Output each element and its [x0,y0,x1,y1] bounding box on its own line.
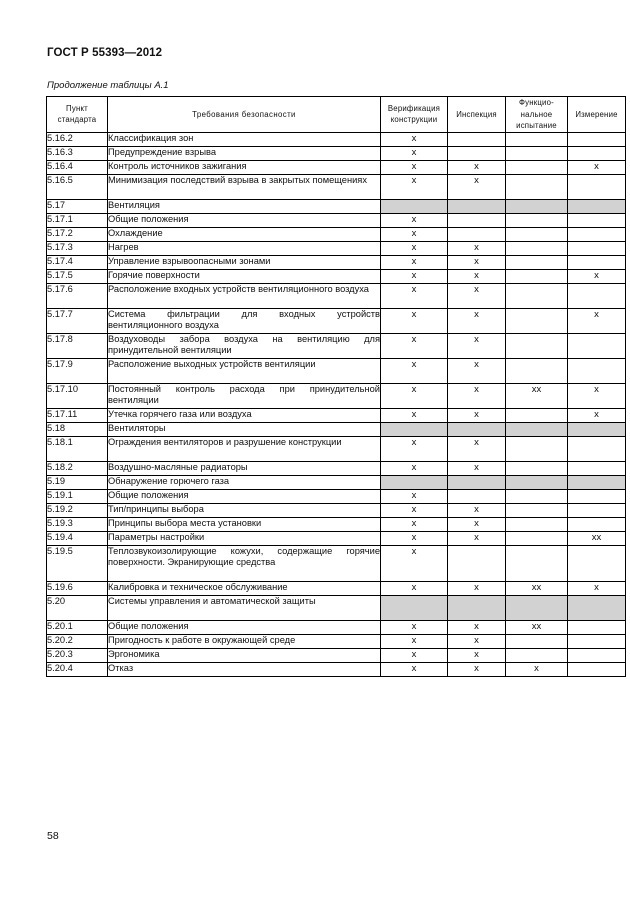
cell-functional-test [506,283,568,308]
cell-inspection [448,227,506,241]
cell-requirement: Горячие поверхности [108,269,381,283]
cell-inspection [448,283,506,308]
cell-design-verification [381,146,448,160]
table-row [47,383,626,408]
cell-requirement: Теплозвукоизолирующие кожухи, содержащие горячие поверхности. Экранирующие средства [108,545,381,581]
cell-design-verification [381,662,448,676]
mark: x [411,132,417,144]
cell-inspection [448,308,506,333]
requirements-table [46,96,626,677]
cell-requirement: Расположение выходных устройств вентиляции [108,358,381,383]
table-row [47,545,626,581]
cell-clause-number: 5.19.2 [47,503,108,517]
table-row [47,227,626,241]
mark: xx [531,383,542,395]
table-row [47,489,626,503]
cell-design-verification [381,333,448,358]
cell-requirement: Системы управления и автоматической защиты [108,595,381,620]
table-body [47,132,626,676]
cell-measurement [568,241,626,255]
mark: x [474,581,479,593]
cell-measurement [568,269,626,283]
mark: x [594,269,599,281]
table-row [47,475,626,489]
cell-requirement: Постоянный контроль расхода при принудительной вентиляции [108,383,381,408]
cell-inspection [448,517,506,531]
mark: x [474,503,479,515]
cell-functional-test [506,475,568,489]
cell-measurement [568,545,626,581]
mark: x [411,308,417,320]
cell-design-verification [381,503,448,517]
cell-clause-number: 5.19 [47,475,108,489]
mark: x [411,358,417,370]
col-header-measurement: Измерение [568,97,626,133]
cell-design-verification [381,132,448,146]
cell-design-verification [381,174,448,199]
table-row [47,308,626,333]
table-row [47,146,626,160]
cell-requirement: Воздушно-масляные радиаторы [108,461,381,475]
cell-inspection [448,662,506,676]
mark: xx [591,531,602,543]
cell-inspection [448,160,506,174]
document-header: ГОСТ Р 55393—2012 [47,47,163,59]
cell-measurement [568,227,626,241]
cell-clause-number: 5.19.3 [47,517,108,531]
cell-functional-test [506,199,568,213]
mark: x [594,160,599,172]
table-row [47,333,626,358]
cell-requirement: Вентиляция [108,199,381,213]
cell-measurement [568,595,626,620]
cell-functional-test [506,422,568,436]
table-row [47,269,626,283]
cell-functional-test [506,358,568,383]
table-row [47,517,626,531]
cell-requirement: Управление взрывоопасными зонами [108,255,381,269]
cell-requirement: Нагрев [108,241,381,255]
cell-design-verification [381,269,448,283]
cell-functional-test [506,174,568,199]
cell-inspection [448,241,506,255]
cell-measurement [568,503,626,517]
cell-requirement: Ограждения вентиляторов и разрушение конструкции [108,436,381,461]
mark: x [411,269,417,281]
mark: xx [531,581,542,593]
mark: x [534,662,539,674]
mark: x [411,436,417,448]
cell-functional-test [506,634,568,648]
col-header-functional-test: Функцио-нальное испытание [506,97,568,133]
table-row [47,648,626,662]
cell-measurement [568,620,626,634]
cell-functional-test [506,581,568,595]
cell-clause-number: 5.17.5 [47,269,108,283]
cell-requirement: Утечка горячего газа или воздуха [108,408,381,422]
table-row [47,634,626,648]
cell-clause-number: 5.17.10 [47,383,108,408]
mark: x [474,461,479,473]
cell-measurement [568,255,626,269]
cell-design-verification [381,517,448,531]
cell-design-verification [381,475,448,489]
table-row [47,213,626,227]
cell-clause-number: 5.19.6 [47,581,108,595]
table-row [47,358,626,383]
mark: x [474,662,479,674]
cell-functional-test [506,255,568,269]
cell-inspection [448,531,506,545]
col-header-inspection: Инспекция [448,97,506,133]
mark: x [594,383,599,395]
cell-design-verification [381,620,448,634]
mark: x [474,436,479,448]
table-caption: Продолжение таблицы А.1 [47,80,169,91]
cell-clause-number: 5.17.7 [47,308,108,333]
cell-clause-number: 5.17.8 [47,333,108,358]
cell-inspection [448,199,506,213]
table-row [47,422,626,436]
cell-design-verification [381,213,448,227]
cell-design-verification [381,489,448,503]
cell-design-verification [381,241,448,255]
cell-design-verification [381,283,448,308]
mark: x [474,283,479,295]
cell-inspection [448,436,506,461]
cell-measurement [568,333,626,358]
cell-inspection [448,648,506,662]
cell-measurement [568,634,626,648]
cell-clause-number: 5.20.2 [47,634,108,648]
mark: x [594,308,599,320]
cell-measurement [568,517,626,531]
cell-functional-test [506,595,568,620]
mark: x [594,581,599,593]
cell-functional-test [506,461,568,475]
cell-inspection [448,383,506,408]
mark: x [474,269,479,281]
cell-design-verification [381,358,448,383]
col-header-requirements: Требования безопасности [108,97,381,133]
cell-clause-number: 5.20 [47,595,108,620]
cell-inspection [448,333,506,358]
mark: x [411,503,417,515]
cell-inspection [448,595,506,620]
cell-functional-test [506,383,568,408]
mark: x [411,461,417,473]
mark: x [474,333,479,345]
cell-design-verification [381,255,448,269]
cell-inspection [448,408,506,422]
cell-measurement [568,132,626,146]
table-row [47,255,626,269]
cell-requirement: Параметры настройки [108,531,381,545]
cell-design-verification [381,422,448,436]
cell-measurement [568,283,626,308]
cell-inspection [448,255,506,269]
mark: x [411,545,417,557]
table-row [47,408,626,422]
mark: x [411,241,417,253]
cell-clause-number: 5.20.3 [47,648,108,662]
cell-clause-number: 5.18.2 [47,461,108,475]
cell-inspection [448,475,506,489]
table-row [47,199,626,213]
mark: x [411,531,417,543]
mark: x [474,358,479,370]
cell-measurement [568,531,626,545]
table-row [47,503,626,517]
cell-clause-number: 5.16.3 [47,146,108,160]
cell-functional-test [506,436,568,461]
mark: x [411,620,417,632]
cell-inspection [448,358,506,383]
cell-design-verification [381,545,448,581]
mark: x [411,648,417,660]
mark: x [411,383,417,395]
cell-inspection [448,422,506,436]
mark: x [411,160,417,172]
cell-requirement: Отказ [108,662,381,676]
cell-inspection [448,146,506,160]
cell-functional-test [506,213,568,227]
mark: x [594,408,599,420]
cell-functional-test [506,241,568,255]
cell-clause-number: 5.17.3 [47,241,108,255]
cell-clause-number: 5.19.4 [47,531,108,545]
cell-functional-test [506,531,568,545]
table-row [47,595,626,620]
cell-inspection [448,634,506,648]
cell-requirement: Воздуховоды забора воздуха на вентиляцию для принудительной вентиляции [108,333,381,358]
cell-clause-number: 5.16.4 [47,160,108,174]
cell-design-verification [381,227,448,241]
cell-measurement [568,146,626,160]
mark: x [411,517,417,529]
cell-requirement: Обнаружение горючего газа [108,475,381,489]
mark: x [411,146,417,158]
cell-measurement [568,199,626,213]
cell-design-verification [381,581,448,595]
col-header-design-verification: Верификация конструкции [381,97,448,133]
cell-functional-test [506,517,568,531]
cell-clause-number: 5.17.4 [47,255,108,269]
cell-inspection [448,545,506,581]
cell-requirement: Классификация зон [108,132,381,146]
mark: x [411,283,417,295]
mark: x [474,620,479,632]
cell-measurement [568,383,626,408]
cell-requirement: Контроль источников зажигания [108,160,381,174]
cell-requirement: Общие положения [108,620,381,634]
cell-requirement: Общие положения [108,489,381,503]
cell-requirement: Охлаждение [108,227,381,241]
cell-requirement: Общие положения [108,213,381,227]
cell-requirement: Минимизация последствий взрыва в закрытых помещениях [108,174,381,199]
cell-requirement: Предупреждение взрыва [108,146,381,160]
cell-inspection [448,503,506,517]
table-row [47,461,626,475]
table-row [47,662,626,676]
mark: x [474,408,479,420]
cell-clause-number: 5.17.9 [47,358,108,383]
cell-measurement [568,422,626,436]
cell-measurement [568,648,626,662]
cell-functional-test [506,648,568,662]
mark: x [474,517,479,529]
mark: x [411,408,417,420]
cell-functional-test [506,503,568,517]
cell-clause-number: 5.17 [47,199,108,213]
cell-functional-test [506,662,568,676]
cell-functional-test [506,269,568,283]
cell-requirement: Система фильтрации для входных устройств вентиляционного воздуха [108,308,381,333]
cell-functional-test [506,545,568,581]
mark: x [474,648,479,660]
table-row [47,241,626,255]
cell-measurement [568,662,626,676]
cell-inspection [448,132,506,146]
mark: x [411,634,417,646]
cell-inspection [448,213,506,227]
cell-design-verification [381,383,448,408]
cell-design-verification [381,199,448,213]
cell-requirement: Принципы выбора места установки [108,517,381,531]
cell-functional-test [506,160,568,174]
cell-design-verification [381,308,448,333]
cell-clause-number: 5.18.1 [47,436,108,461]
cell-measurement [568,174,626,199]
mark: x [474,241,479,253]
cell-functional-test [506,227,568,241]
mark: x [411,489,417,501]
mark: x [474,531,479,543]
cell-functional-test [506,333,568,358]
cell-measurement [568,358,626,383]
mark: x [411,662,417,674]
table-row [47,283,626,308]
cell-measurement [568,213,626,227]
cell-inspection [448,620,506,634]
cell-functional-test [506,489,568,503]
table-row [47,132,626,146]
cell-inspection [448,269,506,283]
mark: x [474,634,479,646]
cell-design-verification [381,160,448,174]
cell-functional-test [506,408,568,422]
cell-design-verification [381,436,448,461]
cell-requirement: Пригодность к работе в окружающей среде [108,634,381,648]
cell-design-verification [381,408,448,422]
cell-clause-number: 5.17.1 [47,213,108,227]
page-number: 58 [47,830,59,842]
cell-measurement [568,489,626,503]
cell-measurement [568,461,626,475]
mark: x [411,581,417,593]
cell-inspection [448,461,506,475]
mark: x [474,308,479,320]
cell-clause-number: 5.19.1 [47,489,108,503]
cell-clause-number: 5.18 [47,422,108,436]
cell-clause-number: 5.17.6 [47,283,108,308]
col-header-clause: Пункт стандарта [47,97,108,133]
cell-measurement [568,160,626,174]
cell-inspection [448,581,506,595]
table-row [47,531,626,545]
table-row [47,581,626,595]
cell-requirement: Тип/принципы выбора [108,503,381,517]
cell-clause-number: 5.16.2 [47,132,108,146]
cell-inspection [448,174,506,199]
cell-design-verification [381,648,448,662]
cell-measurement [568,408,626,422]
cell-clause-number: 5.16.5 [47,174,108,199]
table-row [47,436,626,461]
cell-functional-test [506,620,568,634]
cell-design-verification [381,595,448,620]
table-row [47,174,626,199]
mark: x [411,213,417,225]
cell-inspection [448,489,506,503]
mark: x [411,174,417,186]
mark: x [474,255,479,267]
cell-design-verification [381,634,448,648]
mark: x [411,255,417,267]
cell-requirement: Вентиляторы [108,422,381,436]
table-header-row [47,97,626,133]
mark: x [474,160,479,172]
cell-design-verification [381,531,448,545]
cell-functional-test [506,146,568,160]
cell-measurement [568,436,626,461]
mark: x [474,383,479,395]
cell-requirement: Эргономика [108,648,381,662]
table-row [47,160,626,174]
cell-functional-test [506,308,568,333]
cell-clause-number: 5.19.5 [47,545,108,581]
mark: xx [531,620,542,632]
mark: x [411,333,417,345]
cell-clause-number: 5.17.2 [47,227,108,241]
table-row [47,620,626,634]
cell-measurement [568,308,626,333]
cell-clause-number: 5.17.11 [47,408,108,422]
cell-requirement: Калибровка и техническое обслуживание [108,581,381,595]
cell-clause-number: 5.20.4 [47,662,108,676]
cell-measurement [568,475,626,489]
cell-requirement: Расположение входных устройств вентиляционного воздуха [108,283,381,308]
cell-measurement [568,581,626,595]
mark: x [474,174,479,186]
mark: x [411,227,417,239]
cell-functional-test [506,132,568,146]
cell-clause-number: 5.20.1 [47,620,108,634]
cell-design-verification [381,461,448,475]
